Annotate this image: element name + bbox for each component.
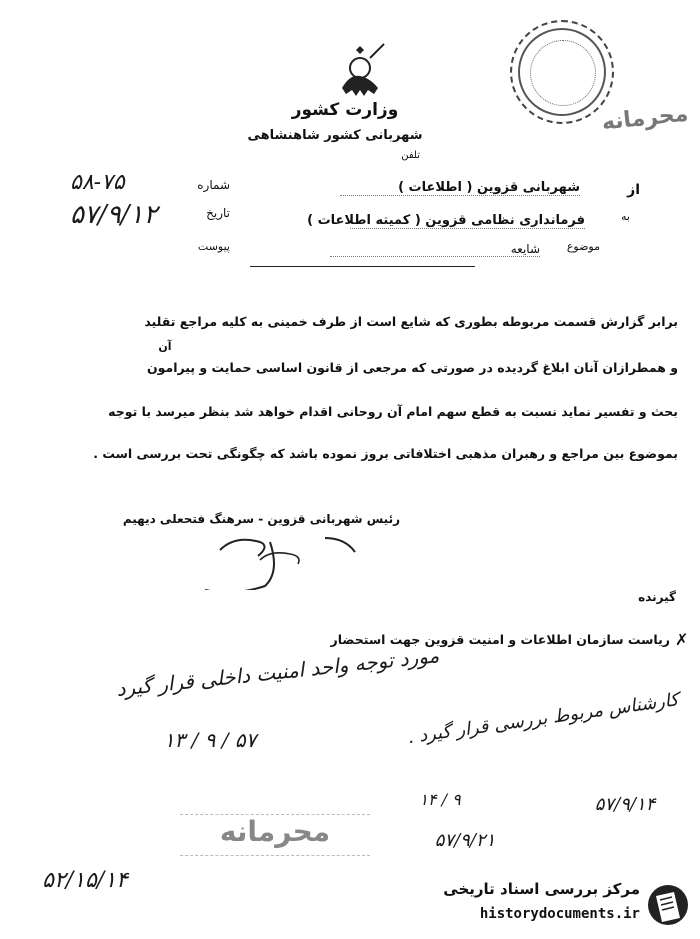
secret-stamp-bottom: محرمانه [180, 814, 370, 856]
cross-mark-icon: ✗ [675, 630, 689, 649]
handwritten-signature [150, 530, 390, 590]
body-line-4: بموضوع بین مراجع و رهبران مذهبی اختلافاتی بروز نموده باشد که چگونگی تحت بررسی است . [93, 446, 678, 461]
phone-label: تلفن [401, 150, 420, 161]
number-value: ۵۸-۷۵ [70, 170, 125, 195]
subject-value: شایعه [330, 242, 540, 257]
ministry-title: وزارت کشور [291, 100, 399, 120]
handwritten-note-2-date: ۹ / ۱۴ [419, 790, 461, 809]
to-value: فرمانداری نظامی قزوین ( کمیته اطلاعات ) [307, 213, 585, 228]
body-line-3: بحث و تفسیر نماید نسبت به قطع سهم امام آن روحانی اقدام خواهد شد بنظر میرسد با توجه [108, 404, 678, 419]
body-line-1: برابر گزارش قسمت مربوطه بطوری که شایع است از طرف خمینی به کلیه مراجع تقلید [144, 314, 678, 329]
date-label: تاریخ [206, 206, 230, 220]
department-title: شهربانی کشور شاهنشاهی [247, 128, 423, 143]
handwritten-note-1-date: ۵۷ / ۹ / ۱۳ [163, 728, 257, 752]
official-seal-icon [510, 20, 614, 124]
to-label: به [621, 210, 630, 223]
lion-sun-emblem-icon [330, 40, 390, 102]
from-label: از [627, 182, 640, 198]
recipients-label: گیرنده [638, 590, 676, 604]
watermark-title: مرکز بررسی اسناد تاریخی [443, 880, 640, 898]
handwritten-note-4-date: ۵۷/۹/۱۴ [594, 794, 656, 815]
number-field [60, 170, 230, 198]
handwritten-note-3-date: ۵۷/۹/۲۱ [434, 830, 496, 851]
header-divider [250, 266, 475, 267]
bottom-left-date: ۵۲/۱۵/۱۴ [42, 868, 128, 893]
body-line-2: و همطرازان آنان ابلاغ گردیده در صورتی که مرجعی از قانون اساسی حمایت و پیرامون [146, 360, 678, 375]
signature-title: رئیس شهربانی قزوین - سرهنگ فتحعلی دیهیم [122, 512, 400, 526]
attachment-field [190, 240, 230, 256]
date-value: ۵۷/۹/۱۲ [70, 200, 158, 230]
from-value: شهربانی قزوین ( اطلاعات ) [340, 180, 580, 196]
handwritten-note-1: مورد توجه واحد امنیت داخلی قرار گیرد [115, 643, 441, 701]
subject-label: موضوع [566, 240, 600, 253]
recipient-item: ریاست سازمان اطلاعات و امنیت قزوین جهت استحضار [330, 632, 670, 647]
attachment-label: پیوست [197, 240, 230, 253]
number-label: شماره [197, 178, 230, 192]
archive-logo-icon [646, 882, 690, 928]
secret-stamp-top: محرمانه [600, 101, 690, 136]
handwritten-note-2: کارشناس مربوط بررسی قرار گیرد . [406, 689, 681, 749]
date-field [60, 200, 230, 236]
body-superscript: آن [158, 340, 172, 353]
watermark-url: historydocuments.ir [479, 906, 640, 922]
watermark [428, 878, 694, 934]
